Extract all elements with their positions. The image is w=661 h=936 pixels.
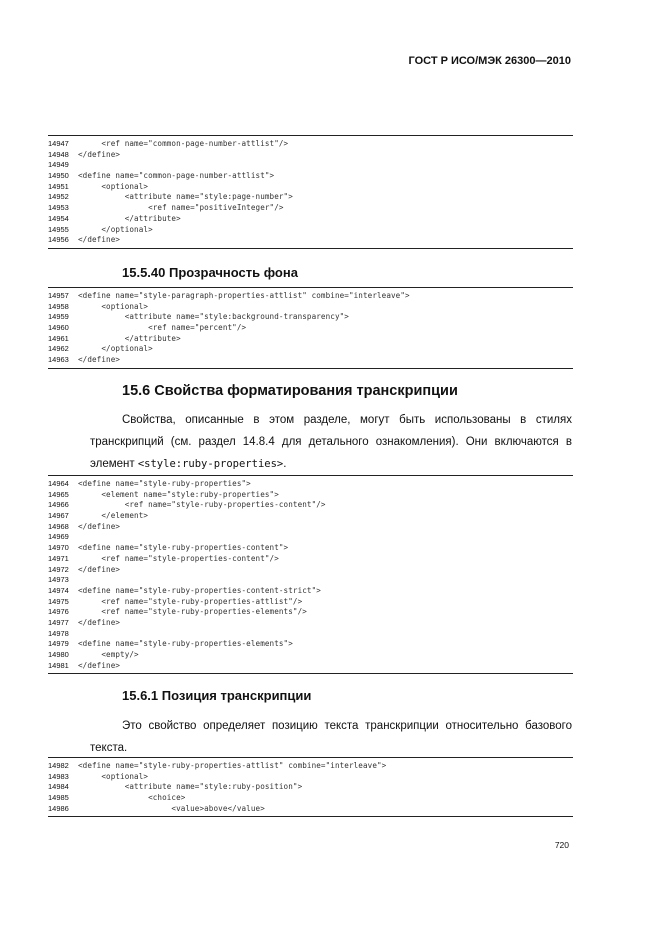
code-line — [48, 490, 573, 501]
line-number: 14962 — [48, 344, 69, 354]
code-line — [48, 225, 573, 236]
code-line — [48, 334, 573, 345]
code-line — [48, 150, 573, 161]
line-number: 14971 — [48, 553, 69, 563]
line-number: 14965 — [48, 489, 69, 499]
code-text: </define> — [78, 149, 121, 159]
code-text: <ref name="style-ruby-properties-elements"/> — [78, 607, 307, 617]
line-number: 14963 — [48, 355, 69, 365]
code-text: </element> — [78, 511, 149, 521]
line-number: 14983 — [48, 771, 69, 781]
code-listing — [48, 475, 573, 674]
line-number: 14981 — [48, 660, 69, 670]
code-text: </define> — [78, 521, 121, 531]
code-listing — [48, 757, 573, 817]
code-line — [48, 661, 573, 672]
code-listing — [48, 287, 573, 369]
code-text: <define name="style-ruby-properties"> — [78, 479, 251, 488]
line-number: 14948 — [48, 149, 69, 159]
code-line — [48, 291, 573, 302]
line-number: 14975 — [48, 596, 69, 606]
code-text: </optional> — [78, 224, 153, 234]
code-line — [48, 235, 573, 246]
line-number: 14961 — [48, 333, 69, 343]
code-line — [48, 607, 573, 618]
code-line — [48, 160, 573, 171]
line-number: 14972 — [48, 564, 69, 574]
line-number: 14954 — [48, 213, 69, 223]
line-number: 14969 — [48, 532, 69, 542]
code-line — [48, 214, 573, 225]
code-line — [48, 171, 573, 182]
code-text: <ref name="common-page-number-attlist"/> — [78, 139, 289, 148]
line-number: 14976 — [48, 607, 69, 617]
code-text: </define> — [78, 564, 121, 574]
code-text: <define name="style-paragraph-properties-attlist" combine="interleave"> — [78, 291, 410, 300]
section-heading: 15.6.1 Позиция транскрипции — [122, 688, 312, 703]
paragraph-text: . — [283, 458, 287, 470]
code-text: </optional> — [78, 344, 153, 354]
code-line — [48, 511, 573, 522]
line-number: 14953 — [48, 203, 69, 213]
code-text: <attribute name="style:page-number"> — [78, 192, 293, 202]
code-line — [48, 804, 573, 815]
code-line — [48, 522, 573, 533]
line-number: 14985 — [48, 793, 69, 803]
inline-code: <style:ruby-properties> — [137, 458, 284, 470]
code-text: <element name="style:ruby-properties"> — [78, 489, 279, 499]
code-line — [48, 782, 573, 793]
code-line — [48, 344, 573, 355]
code-text: <empty/> — [78, 650, 139, 659]
code-line — [48, 618, 573, 629]
line-number: 14973 — [48, 575, 69, 585]
code-line — [48, 793, 573, 804]
line-number: 14966 — [48, 500, 69, 510]
line-number: 14977 — [48, 617, 69, 627]
line-number: 14952 — [48, 192, 69, 202]
code-line — [48, 586, 573, 597]
code-line — [48, 650, 573, 661]
page-number: 720 — [554, 840, 569, 850]
document-header: ГОСТ Р ИСО/МЭК 26300—2010 — [408, 55, 571, 67]
code-text: <ref name="style-ruby-properties-attlist"/> — [78, 596, 303, 606]
code-listing — [48, 135, 573, 249]
line-number: 14986 — [48, 803, 69, 813]
code-text: </attribute> — [78, 213, 181, 223]
code-text: <ref name="percent"/> — [78, 323, 247, 333]
line-number: 14968 — [48, 521, 69, 531]
code-text: <ref name="style-ruby-properties-content"/> — [78, 500, 326, 510]
code-line — [48, 543, 573, 554]
code-line — [48, 629, 573, 640]
line-number: 14958 — [48, 301, 69, 311]
line-number: 14974 — [48, 585, 69, 595]
line-number: 14982 — [48, 761, 69, 770]
code-line — [48, 302, 573, 313]
code-text: <value>above</value> — [78, 803, 265, 813]
code-text: <ref name="style-properties-content"/> — [78, 553, 279, 563]
line-number: 14964 — [48, 479, 69, 488]
code-text: <optional> — [78, 771, 149, 781]
code-line — [48, 203, 573, 214]
code-text: <optional> — [78, 301, 149, 311]
code-text: </define> — [78, 355, 121, 365]
code-line — [48, 575, 573, 586]
code-text: </define> — [78, 235, 121, 245]
line-number: 14957 — [48, 291, 69, 300]
line-number: 14949 — [48, 160, 69, 170]
code-line — [48, 565, 573, 576]
line-number: 14947 — [48, 139, 69, 148]
code-text: <attribute name="style:ruby-position"> — [78, 782, 303, 792]
code-line — [48, 761, 573, 772]
code-text: <optional> — [78, 181, 149, 191]
code-text: <ref name="positiveInteger"/> — [78, 203, 284, 213]
line-number: 14970 — [48, 543, 69, 553]
section-heading: 15.6 Свойства форматирования транскрипции — [122, 383, 458, 399]
code-line — [48, 192, 573, 203]
line-number: 14967 — [48, 511, 69, 521]
code-line — [48, 182, 573, 193]
line-number: 14955 — [48, 224, 69, 234]
code-text: <choice> — [78, 793, 186, 803]
code-line — [48, 500, 573, 511]
line-number: 14951 — [48, 181, 69, 191]
code-line — [48, 139, 573, 150]
code-line — [48, 312, 573, 323]
line-number: 14979 — [48, 639, 69, 649]
code-line — [48, 479, 573, 490]
paragraph — [90, 409, 572, 475]
code-line — [48, 597, 573, 608]
code-text: <attribute name="style:background-transparency"> — [78, 312, 349, 322]
code-line — [48, 323, 573, 334]
code-text: </define> — [78, 660, 121, 670]
code-line — [48, 772, 573, 783]
paragraph-text: Свойства, описанные в этом разделе, могут быть использованы в стилях транскрипций (см. раздел 14.8.4 для детального ознакомления). Они включаются в элемент — [90, 414, 572, 470]
code-text: <define name="style-ruby-properties-attlist" combine="interleave"> — [78, 761, 387, 770]
line-number: 14980 — [48, 650, 69, 659]
code-text: </attribute> — [78, 333, 181, 343]
code-line — [48, 532, 573, 543]
code-text: </define> — [78, 617, 121, 627]
line-number: 14959 — [48, 312, 69, 322]
section-heading: 15.5.40 Прозрачность фона — [122, 265, 298, 280]
code-line — [48, 554, 573, 565]
code-text: <define name="common-page-number-attlist"> — [78, 171, 275, 181]
paragraph — [90, 715, 572, 759]
code-text: <define name="style-ruby-properties-content-strict"> — [78, 585, 321, 595]
code-text: <define name="style-ruby-properties-content"> — [78, 543, 289, 553]
code-line — [48, 355, 573, 366]
line-number: 14978 — [48, 628, 69, 638]
line-number: 14960 — [48, 323, 69, 333]
code-text: <define name="style-ruby-properties-elements"> — [78, 639, 293, 649]
line-number: 14950 — [48, 171, 69, 181]
line-number: 14984 — [48, 782, 69, 792]
code-line — [48, 639, 573, 650]
paragraph-text: Это свойство определяет позицию текста транскрипции относительно базового текста. — [90, 720, 572, 754]
line-number: 14956 — [48, 235, 69, 245]
